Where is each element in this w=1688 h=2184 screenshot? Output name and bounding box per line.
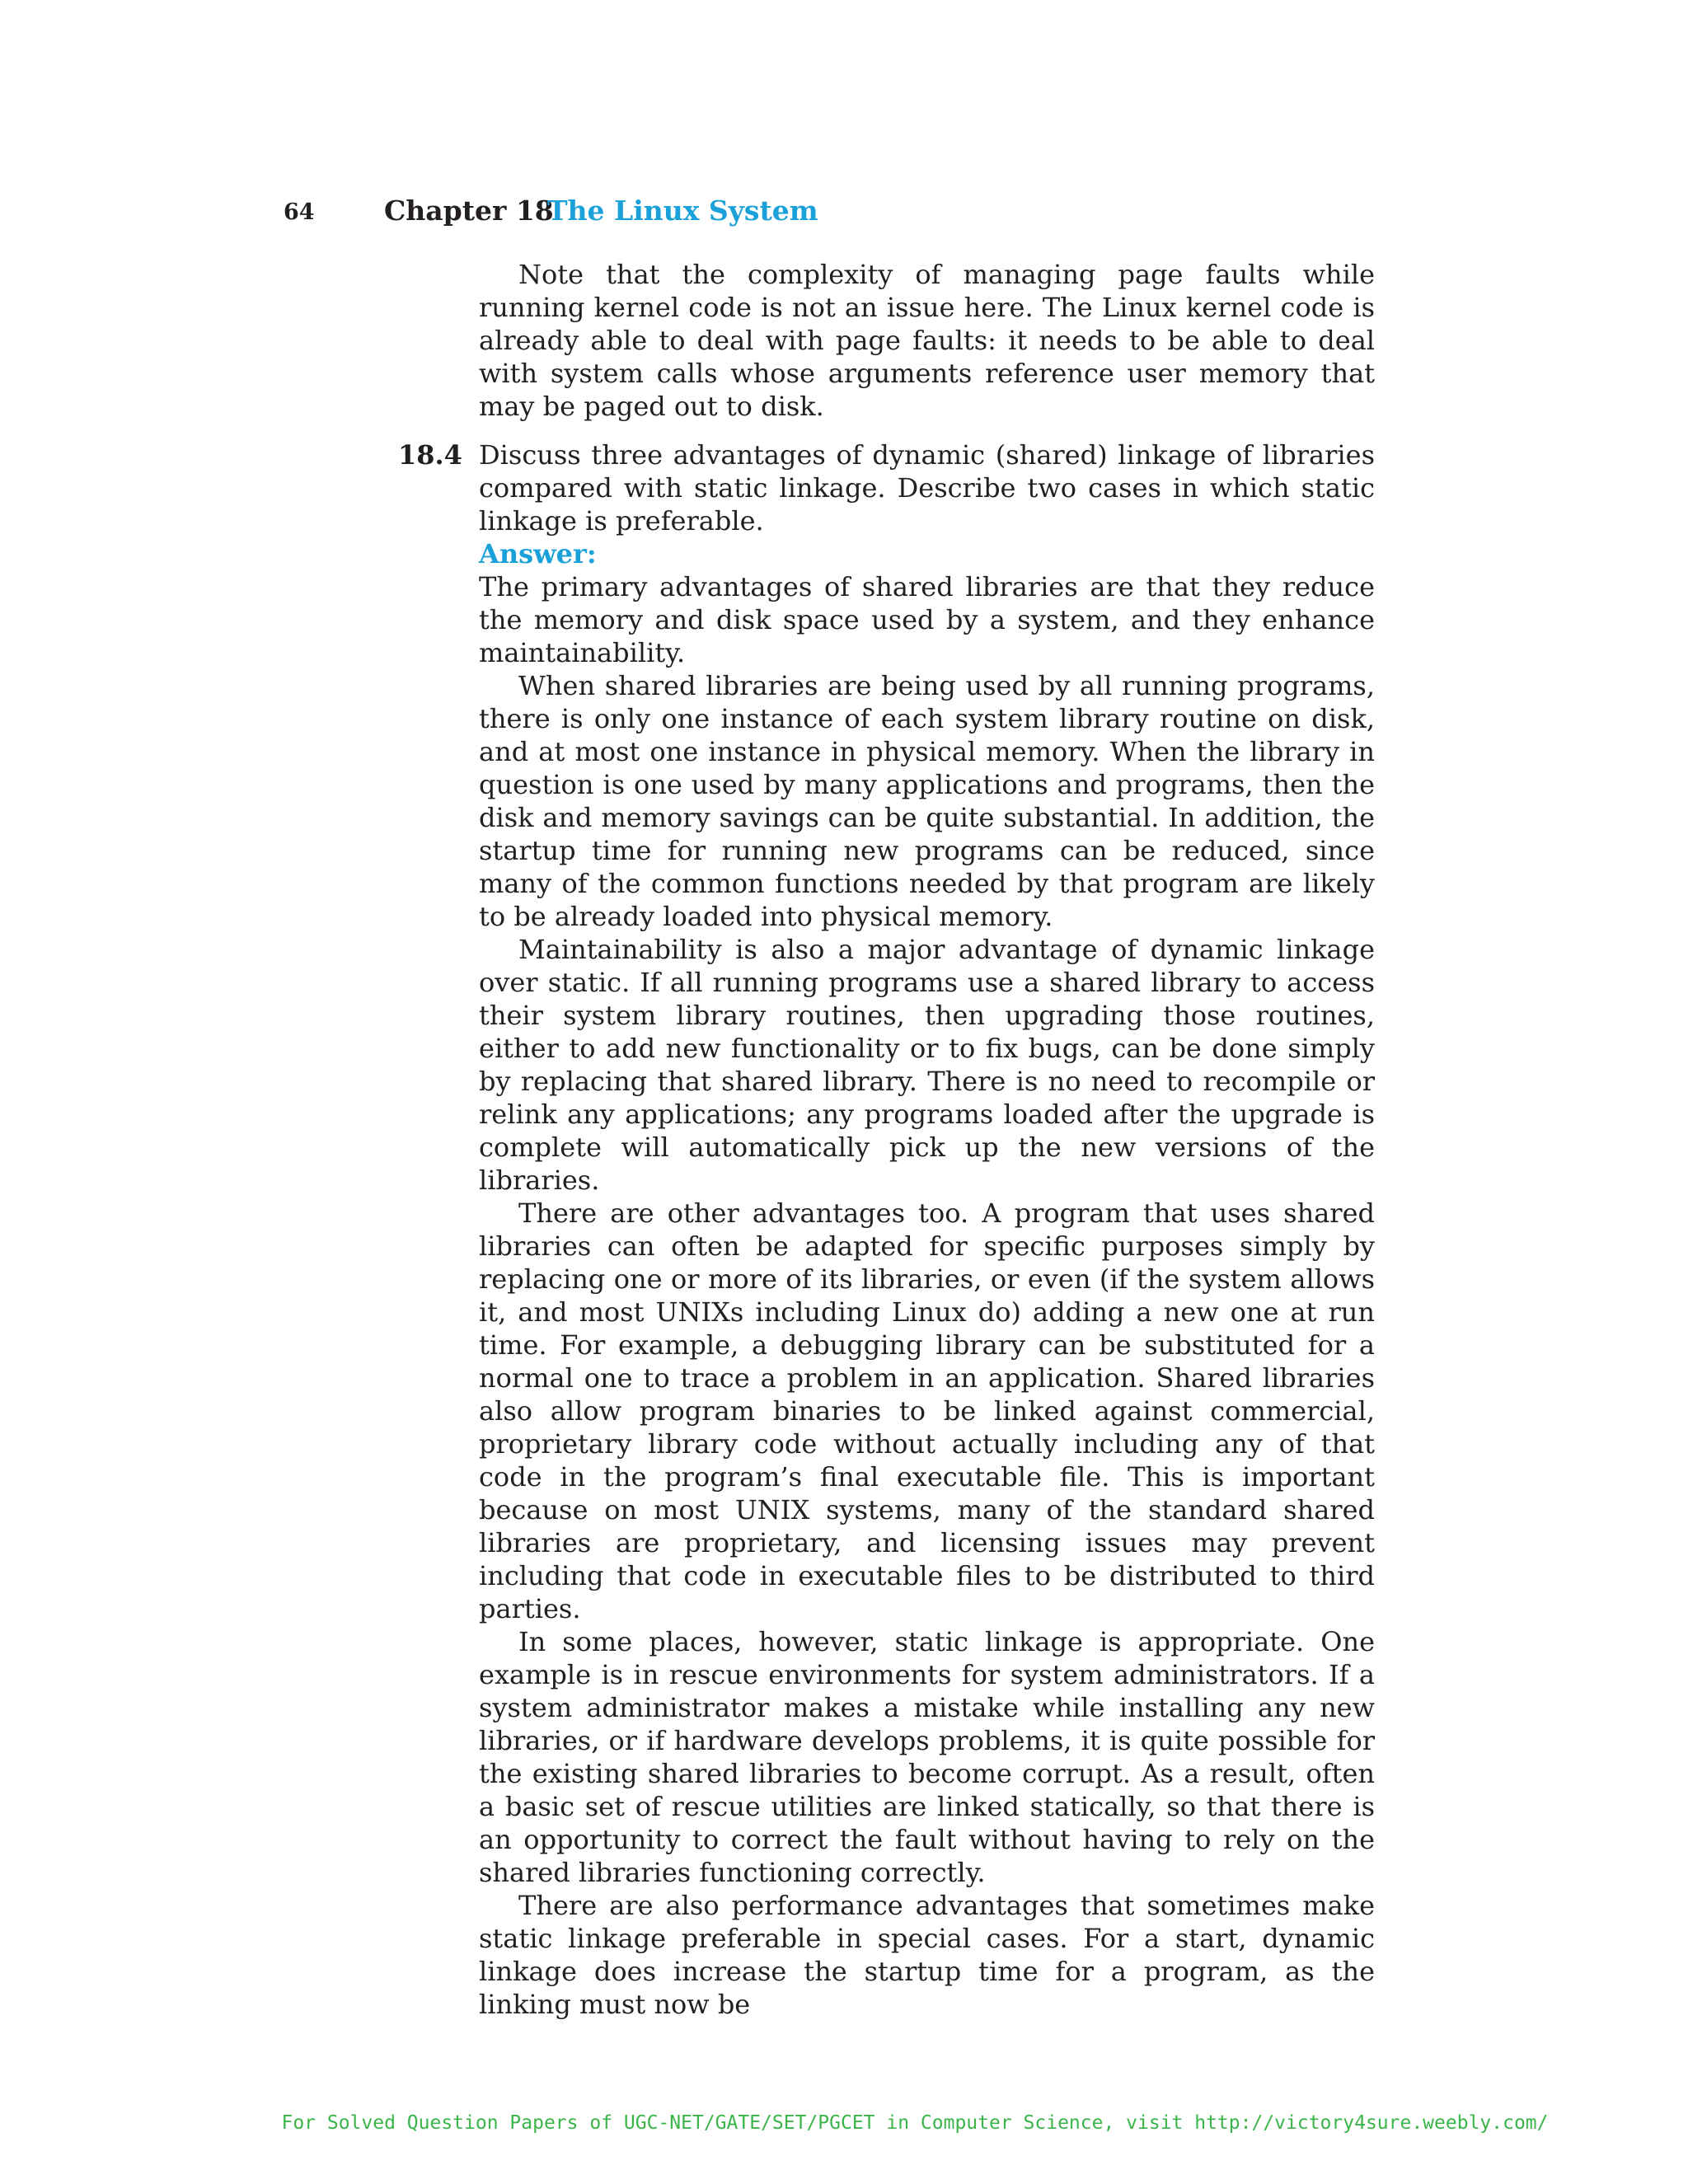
answer-paragraph: Maintainability is also a major advantage of dynamic linkage over static. If all running programs use a shared library to access their system library routines, then upgrading those routines, either to add new functionality or to fix bugs, can be done simply by replacing that shared library. There is no need to recompile or relink any applications; any programs loaded after the upgrade is complete will automatically pick up the new versions of the libraries. <box>479 934 1375 1196</box>
page-body <box>398 258 1375 2021</box>
intro-paragraph: Note that the complexity of managing page faults while running kernel code is not an issue here. The Linux kernel code is already able to deal with page faults: it needs to be able to deal with system calls whose arguments reference user memory that may be paged out to disk. <box>479 259 1375 422</box>
exercise-18-4 <box>398 438 1375 2021</box>
footer-promo-text: For Solved Question Papers of UGC-NET/GATE/SET/PGCET in Computer Science, visit http://victory4sure.weebly.com/ <box>281 2112 1549 2134</box>
answer-paragraph: The primary advantages of shared libraries are that they reduce the memory and disk space used by a system, and they enhance maintainability. <box>479 571 1375 668</box>
chapter-label: Chapter 18 <box>384 194 554 227</box>
answer-paragraph: When shared libraries are being used by all running programs, there is only one instance of each system library routine on disk, and at most one instance in physical memory. When the library in question is one used by many applications and programs, then the disk and memory savings can be quite substantial. In addition, the startup time for running new programs can be reduced, since many of the common functions needed by that program are likely to be already loaded into physical memory. <box>479 670 1375 932</box>
answer-paragraph: There are also performance advantages that sometimes make static linkage preferable in special cases. For a start, dynamic linkage does increase the startup time for a program, as the linking must now be <box>479 1890 1375 2020</box>
running-head <box>284 191 1437 231</box>
exercise-question: Discuss three advantages of dynamic (shared) linkage of libraries compared with static linkage. Describe two cases in which static linkage is preferable. <box>479 439 1375 537</box>
chapter-title: The Linux System <box>547 194 818 227</box>
page-number: 64 <box>284 199 315 225</box>
exercise-number: 18.4 <box>398 439 462 471</box>
answer-label: Answer: <box>479 538 597 569</box>
answer-paragraph: There are other advantages too. A program that uses shared libraries can often be adapted for specific purposes simply by replacing one or more of its libraries, or even (if the system allows it, and most UNIXs including Linux do) adding a new one at run time. For example, a debugging library can be substituted for a normal one to trace a problem in an application. Shared libraries also allow program binaries to be linked against commercial, proprietary library code without actually including any of that code in the program’s final executable file. This is important because on most UNIX systems, many of the standard shared libraries are proprietary, and licensing issues may prevent including that code in executable files to be distributed to third parties. <box>479 1197 1375 1624</box>
answer-paragraph: In some places, however, static linkage is appropriate. One example is in rescue environments for system administrators. If a system administrator makes a mistake while installing any new libraries, or if hardware develops problems, it is quite possible for the existing shared libraries to become corrupt. As a result, often a basic set of rescue utilities are linked statically, so that there is an opportunity to correct the fault without having to rely on the shared libraries functioning correctly. <box>479 1626 1375 1888</box>
